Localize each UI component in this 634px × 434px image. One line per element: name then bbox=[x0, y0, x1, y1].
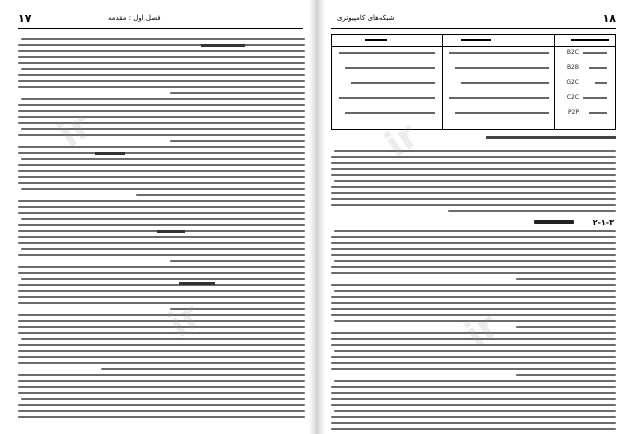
table-cell bbox=[345, 67, 435, 69]
text-line bbox=[334, 180, 616, 182]
text-line bbox=[331, 186, 616, 188]
table-header-fullname bbox=[461, 39, 491, 41]
text-line bbox=[331, 198, 616, 200]
table-code-cell: G2C bbox=[566, 79, 579, 86]
text-line bbox=[18, 296, 305, 298]
text-line bbox=[18, 344, 305, 346]
left-page-number: ۱۷ bbox=[18, 12, 32, 25]
text-line bbox=[331, 296, 616, 298]
text-line bbox=[18, 266, 305, 268]
text-line bbox=[18, 236, 305, 238]
text-line bbox=[18, 170, 305, 172]
right-page-number: ۱۸ bbox=[602, 12, 616, 25]
text-line bbox=[331, 254, 616, 256]
table-cell bbox=[455, 112, 549, 114]
right-running-head bbox=[331, 12, 616, 29]
text-line bbox=[170, 260, 305, 262]
text-line bbox=[448, 210, 616, 212]
text-line bbox=[18, 164, 305, 166]
text-line bbox=[18, 374, 305, 376]
text-line bbox=[331, 156, 616, 158]
text-line bbox=[21, 278, 305, 280]
section-number: ۲-۱-۳ bbox=[592, 218, 614, 227]
table-cell bbox=[461, 82, 549, 84]
table-cell bbox=[583, 97, 607, 99]
table-cell bbox=[589, 112, 607, 114]
text-line bbox=[170, 308, 305, 310]
text-line bbox=[331, 356, 616, 358]
bold-term bbox=[201, 44, 245, 47]
text-line bbox=[18, 74, 305, 76]
text-line bbox=[516, 278, 616, 280]
table-column-rule bbox=[554, 35, 555, 129]
table-column-rule bbox=[442, 35, 443, 129]
text-line bbox=[18, 320, 305, 322]
table-header-row bbox=[332, 35, 615, 47]
text-line bbox=[18, 200, 305, 202]
text-line bbox=[18, 356, 305, 358]
text-line bbox=[331, 248, 616, 250]
text-line bbox=[18, 290, 305, 292]
left-running-title: فصل اول : مقدمه bbox=[108, 14, 161, 22]
text-line bbox=[18, 104, 305, 106]
text-line bbox=[18, 284, 305, 286]
text-line bbox=[331, 162, 616, 164]
section-heading bbox=[534, 220, 574, 224]
text-line bbox=[21, 128, 305, 130]
text-line bbox=[18, 392, 305, 394]
text-line bbox=[18, 380, 305, 382]
text-line bbox=[331, 272, 616, 274]
text-line bbox=[18, 50, 305, 52]
text-line bbox=[170, 92, 305, 94]
text-line bbox=[331, 174, 616, 176]
text-line bbox=[331, 368, 616, 370]
text-line bbox=[18, 386, 305, 388]
text-line bbox=[331, 392, 616, 394]
table-header-term bbox=[571, 39, 609, 41]
table-header-example bbox=[365, 39, 387, 41]
text-line bbox=[18, 272, 305, 274]
bold-term bbox=[179, 282, 215, 285]
text-line bbox=[136, 194, 305, 196]
text-line bbox=[18, 110, 305, 112]
text-line bbox=[331, 242, 616, 244]
text-line bbox=[21, 98, 305, 100]
table-cell bbox=[455, 67, 549, 69]
text-line bbox=[331, 404, 616, 406]
text-line bbox=[18, 56, 305, 58]
text-line bbox=[21, 398, 305, 400]
text-line bbox=[331, 302, 616, 304]
text-line bbox=[18, 326, 305, 328]
text-line bbox=[18, 176, 305, 178]
watermark: ir bbox=[457, 305, 507, 356]
text-line bbox=[18, 206, 305, 208]
table-cell bbox=[449, 97, 549, 99]
left-running-head bbox=[18, 12, 303, 29]
text-line bbox=[331, 422, 616, 424]
text-line bbox=[18, 80, 305, 82]
table-cell bbox=[345, 112, 435, 114]
text-line bbox=[18, 302, 305, 304]
text-line bbox=[21, 38, 305, 40]
text-line bbox=[21, 68, 305, 70]
text-line bbox=[331, 284, 616, 286]
text-line bbox=[334, 410, 616, 412]
text-line bbox=[334, 260, 616, 262]
text-line bbox=[334, 380, 616, 382]
text-line bbox=[331, 428, 616, 430]
text-line bbox=[18, 146, 305, 148]
text-line bbox=[331, 386, 616, 388]
table-cell bbox=[351, 82, 435, 84]
text-line bbox=[334, 150, 616, 152]
text-line bbox=[334, 290, 616, 292]
text-line bbox=[334, 230, 616, 232]
text-line bbox=[18, 44, 305, 46]
text-line bbox=[18, 122, 305, 124]
text-line bbox=[170, 140, 305, 142]
text-line bbox=[18, 62, 305, 64]
table-cell bbox=[449, 52, 549, 54]
text-line bbox=[331, 314, 616, 316]
table-cell bbox=[339, 97, 435, 99]
text-line bbox=[18, 350, 305, 352]
text-line bbox=[101, 368, 305, 370]
text-line bbox=[18, 416, 305, 418]
text-line bbox=[516, 374, 616, 376]
table-code-cell: B2C bbox=[566, 49, 579, 56]
table-code-cell: C2C bbox=[566, 94, 579, 101]
text-line bbox=[18, 116, 305, 118]
text-line bbox=[18, 404, 305, 406]
table-cell bbox=[595, 82, 607, 84]
text-line bbox=[18, 410, 305, 412]
right-running-title: شبکه‌های کامپیوتری bbox=[337, 14, 395, 22]
text-line bbox=[21, 338, 305, 340]
text-line bbox=[21, 248, 305, 250]
table-code-cell: P2P bbox=[567, 109, 579, 116]
text-line bbox=[516, 326, 616, 328]
text-line bbox=[331, 192, 616, 194]
watermark: ir bbox=[50, 105, 100, 156]
text-line bbox=[21, 188, 305, 190]
text-line bbox=[331, 266, 616, 268]
table-cell bbox=[589, 67, 607, 69]
text-line bbox=[331, 344, 616, 346]
figure-caption bbox=[486, 136, 616, 139]
text-line bbox=[21, 218, 305, 220]
watermark: ir bbox=[377, 115, 427, 166]
text-line bbox=[18, 212, 305, 214]
text-line bbox=[331, 308, 616, 310]
gutter-shadow bbox=[309, 0, 325, 434]
text-line bbox=[331, 236, 616, 238]
text-line bbox=[331, 398, 616, 400]
table-code-cell: B2B bbox=[566, 64, 579, 71]
text-line bbox=[21, 158, 305, 160]
text-line bbox=[18, 314, 305, 316]
bold-term bbox=[95, 152, 125, 155]
text-line bbox=[334, 350, 616, 352]
text-line bbox=[331, 168, 616, 170]
text-line bbox=[331, 332, 616, 334]
text-line bbox=[18, 152, 305, 154]
text-line bbox=[334, 320, 616, 322]
text-line bbox=[331, 416, 616, 418]
text-line bbox=[18, 242, 305, 244]
text-line bbox=[331, 338, 616, 340]
text-line bbox=[18, 182, 305, 184]
text-line bbox=[18, 86, 305, 88]
text-line bbox=[18, 224, 305, 226]
table-cell bbox=[339, 52, 435, 54]
table-cell bbox=[583, 52, 607, 54]
right-body bbox=[331, 34, 616, 424]
text-line bbox=[18, 254, 305, 256]
text-line bbox=[331, 362, 616, 364]
text-line bbox=[18, 332, 305, 334]
text-line bbox=[331, 204, 616, 206]
text-line bbox=[18, 134, 305, 136]
left-body-text bbox=[18, 34, 305, 424]
right-page bbox=[317, 0, 634, 434]
ecommerce-types-table bbox=[331, 34, 616, 130]
text-line bbox=[18, 362, 305, 364]
bold-term bbox=[157, 230, 185, 233]
